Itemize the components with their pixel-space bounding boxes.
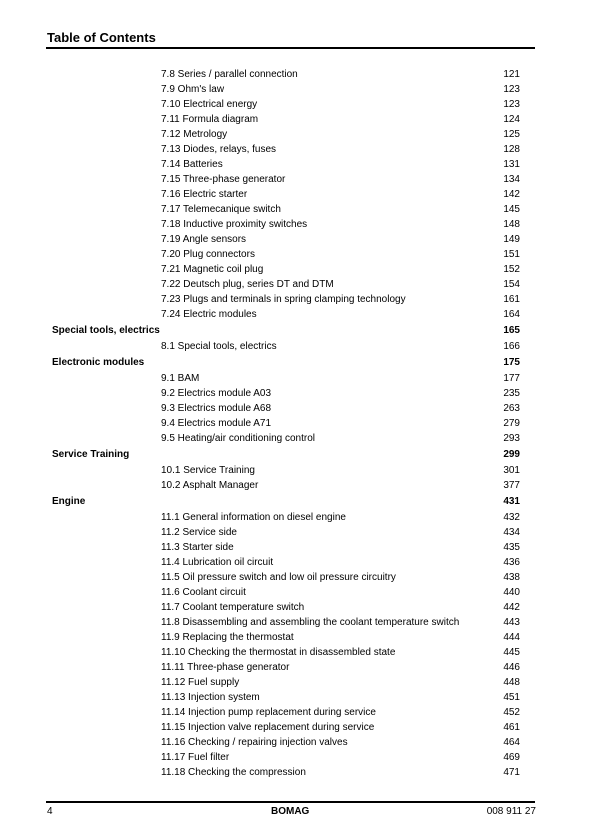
toc-entry-title: 7.20 Plug connectors: [161, 249, 255, 260]
toc-entry-title: 11.3 Starter side: [161, 542, 234, 553]
toc-entry-title: 7.21 Magnetic coil plug: [161, 264, 264, 275]
toc-entry[interactable]: [0, 660, 595, 675]
toc-entry-title: 7.8 Series / parallel connection: [161, 69, 298, 80]
toc-entry-title: 7.16 Electric starter: [161, 189, 248, 200]
toc-entry-title: 11.1 General information on diesel engine: [161, 512, 346, 523]
toc-entry-title: 11.14 Injection pump replacement during service: [161, 707, 376, 718]
toc-entry-title: 11.15 Injection valve replacement during service: [161, 722, 375, 733]
toc-entry-page: 149: [503, 234, 520, 245]
footer-document-number: 008 911 27: [486, 806, 536, 817]
toc-entry-page: 165: [503, 325, 520, 336]
toc-entry[interactable]: [0, 67, 595, 82]
toc-entry-page: 431: [503, 496, 520, 507]
toc-entry-title: 9.2 Electrics module A03: [161, 388, 272, 399]
toc-chapter[interactable]: [0, 322, 595, 339]
toc-entry-title: 11.16 Checking / repairing injection valves: [161, 737, 348, 748]
toc-entry-page: 128: [503, 144, 520, 155]
toc-entry[interactable]: [0, 371, 595, 386]
toc-entry-page: 175: [503, 357, 520, 368]
toc-entry-title: 8.1 Special tools, electrics: [161, 341, 277, 352]
toc-entry-page: 446: [503, 662, 520, 673]
toc-entry-title: 11.18 Checking the compression: [161, 767, 306, 778]
toc-entry-title: 10.1 Service Training: [161, 465, 255, 476]
footer-brand: BOMAG: [271, 806, 310, 817]
toc-entry-page: 121: [503, 69, 520, 80]
toc-entry-page: 377: [503, 480, 520, 491]
toc-entry-title: 11.7 Coolant temperature switch: [161, 602, 305, 613]
toc-chapter[interactable]: [0, 354, 595, 371]
toc-entry-page: 440: [503, 587, 520, 598]
toc-entry-page: 452: [503, 707, 520, 718]
toc-entry-page: 442: [503, 602, 520, 613]
toc-entry-page: 435: [503, 542, 520, 553]
toc-entry[interactable]: [0, 765, 595, 780]
toc-entry-page: 451: [503, 692, 520, 703]
toc-entry-title: 7.22 Deutsch plug, series DT and DTM: [161, 279, 334, 290]
toc-entry-title: 7.19 Angle sensors: [161, 234, 247, 245]
toc-entry-title: 7.13 Diodes, relays, fuses: [161, 144, 277, 155]
toc-entry-title: 7.14 Batteries: [161, 159, 223, 170]
toc-entry-page: 124: [503, 114, 520, 125]
toc-entry-title: 11.6 Coolant circuit: [161, 587, 246, 598]
toc-entry[interactable]: [0, 339, 595, 354]
toc-entry[interactable]: [0, 142, 595, 157]
toc-entry-title: 11.4 Lubrication oil circuit: [161, 557, 274, 568]
toc-entry[interactable]: [0, 202, 595, 217]
toc-entry-title: 9.5 Heating/air conditioning control: [161, 433, 315, 444]
toc-entry-title: 7.11 Formula diagram: [161, 114, 259, 125]
header-divider: [46, 47, 535, 49]
toc-entry-title: 7.12 Metrology: [161, 129, 228, 140]
toc-chapter[interactable]: [0, 493, 595, 510]
toc-entry-page: 461: [503, 722, 520, 733]
toc-entry-page: 444: [503, 632, 520, 643]
toc-entry[interactable]: [0, 540, 595, 555]
toc-entry-title: Engine: [52, 496, 86, 507]
footer-page-number: 4: [47, 806, 53, 817]
toc-entry-page: 161: [503, 294, 520, 305]
toc-entry[interactable]: [0, 187, 595, 202]
toc-entry[interactable]: [0, 262, 595, 277]
footer-divider: [46, 801, 535, 803]
toc-entry-page: 434: [503, 527, 520, 538]
toc-entry[interactable]: [0, 735, 595, 750]
toc-chapter[interactable]: [0, 446, 595, 463]
toc-entry-page: 151: [503, 249, 520, 260]
toc-entry[interactable]: [0, 292, 595, 307]
toc-entry-page: 445: [503, 647, 520, 658]
toc-entry-title: Service Training: [52, 449, 130, 460]
table-of-contents: [0, 67, 595, 780]
toc-entry-title: 9.4 Electrics module A71: [161, 418, 272, 429]
toc-entry[interactable]: [0, 525, 595, 540]
toc-entry-page: 134: [503, 174, 520, 185]
toc-entry-title: 7.9 Ohm's law: [161, 84, 225, 95]
toc-entry[interactable]: [0, 277, 595, 292]
toc-entry[interactable]: [0, 172, 595, 187]
toc-entry-page: 177: [503, 373, 520, 384]
toc-entry-title: 11.12 Fuel supply: [161, 677, 240, 688]
toc-entry-page: 142: [503, 189, 520, 200]
toc-entry-title: 7.24 Electric modules: [161, 309, 257, 320]
toc-entry-page: 166: [503, 341, 520, 352]
toc-entry-page: 438: [503, 572, 520, 583]
toc-entry-page: 123: [503, 84, 520, 95]
toc-entry-page: 279: [503, 418, 520, 429]
toc-entry-page: 125: [503, 129, 520, 140]
toc-entry[interactable]: [0, 247, 595, 262]
toc-entry-title: 7.18 Inductive proximity switches: [161, 219, 308, 230]
toc-entry-page: 123: [503, 99, 520, 110]
toc-entry-title: 11.11 Three-phase generator: [161, 662, 290, 673]
toc-entry[interactable]: [0, 127, 595, 142]
toc-entry-page: 432: [503, 512, 520, 523]
toc-entry-page: 148: [503, 219, 520, 230]
toc-entry-title: 10.2 Asphalt Manager: [161, 480, 259, 491]
toc-entry-page: 436: [503, 557, 520, 568]
toc-entry-title: 11.5 Oil pressure switch and low oil pressure circuitry: [161, 572, 396, 583]
toc-entry[interactable]: [0, 217, 595, 232]
toc-entry[interactable]: [0, 570, 595, 585]
toc-entry-page: 235: [503, 388, 520, 399]
toc-entry-title: 11.9 Replacing the thermostat: [161, 632, 294, 643]
toc-entry-title: Special tools, electrics: [52, 325, 160, 336]
toc-entry[interactable]: [0, 157, 595, 172]
toc-entry[interactable]: [0, 600, 595, 615]
toc-entry[interactable]: [0, 720, 595, 735]
toc-entry-page: 154: [503, 279, 520, 290]
toc-entry[interactable]: [0, 401, 595, 416]
toc-entry-page: 299: [503, 449, 520, 460]
toc-entry-page: 263: [503, 403, 520, 414]
toc-entry[interactable]: [0, 555, 595, 570]
toc-entry-title: 7.10 Electrical energy: [161, 99, 258, 110]
toc-entry-page: 301: [503, 465, 520, 476]
toc-entry-title: 9.3 Electrics module A68: [161, 403, 272, 414]
toc-entry-title: 7.23 Plugs and terminals in spring clamping technology: [161, 294, 406, 305]
toc-entry-page: 471: [503, 767, 520, 778]
toc-entry[interactable]: [0, 386, 595, 401]
toc-entry-page: 469: [503, 752, 520, 763]
toc-entry-title: 11.10 Checking the thermostat in disassembled state: [161, 647, 396, 658]
toc-entry[interactable]: [0, 97, 595, 112]
toc-entry-title: 9.1 BAM: [161, 373, 200, 384]
toc-entry-page: 443: [503, 617, 520, 628]
toc-entry[interactable]: [0, 615, 595, 630]
toc-entry[interactable]: [0, 307, 595, 322]
toc-entry-title: 7.15 Three-phase generator: [161, 174, 286, 185]
toc-entry[interactable]: [0, 705, 595, 720]
page-title: Table of Contents: [47, 30, 156, 45]
toc-entry-page: 293: [503, 433, 520, 444]
toc-entry[interactable]: [0, 510, 595, 525]
toc-entry-title: 11.2 Service side: [161, 527, 237, 538]
toc-entry[interactable]: [0, 431, 595, 446]
toc-entry-title: 11.17 Fuel filter: [161, 752, 230, 763]
toc-entry-title: 11.13 Injection system: [161, 692, 260, 703]
toc-entry[interactable]: [0, 112, 595, 127]
toc-entry-page: 131: [503, 159, 520, 170]
toc-entry-page: 145: [503, 204, 520, 215]
toc-entry-title: Electronic modules: [52, 357, 145, 368]
toc-entry-page: 152: [503, 264, 520, 275]
toc-entry[interactable]: [0, 690, 595, 705]
toc-entry-title: 11.8 Disassembling and assembling the coolant temperature switch: [161, 617, 460, 628]
toc-entry[interactable]: [0, 478, 595, 493]
toc-entry[interactable]: [0, 585, 595, 600]
toc-entry[interactable]: [0, 82, 595, 97]
toc-entry-page: 164: [503, 309, 520, 320]
toc-entry[interactable]: [0, 416, 595, 431]
toc-entry-title: 7.17 Telemecanique switch: [161, 204, 281, 215]
toc-entry-page: 448: [503, 677, 520, 688]
toc-entry[interactable]: [0, 630, 595, 645]
toc-entry[interactable]: [0, 232, 595, 247]
toc-entry[interactable]: [0, 675, 595, 690]
toc-entry[interactable]: [0, 645, 595, 660]
toc-entry-page: 464: [503, 737, 520, 748]
toc-entry[interactable]: [0, 463, 595, 478]
toc-entry[interactable]: [0, 750, 595, 765]
